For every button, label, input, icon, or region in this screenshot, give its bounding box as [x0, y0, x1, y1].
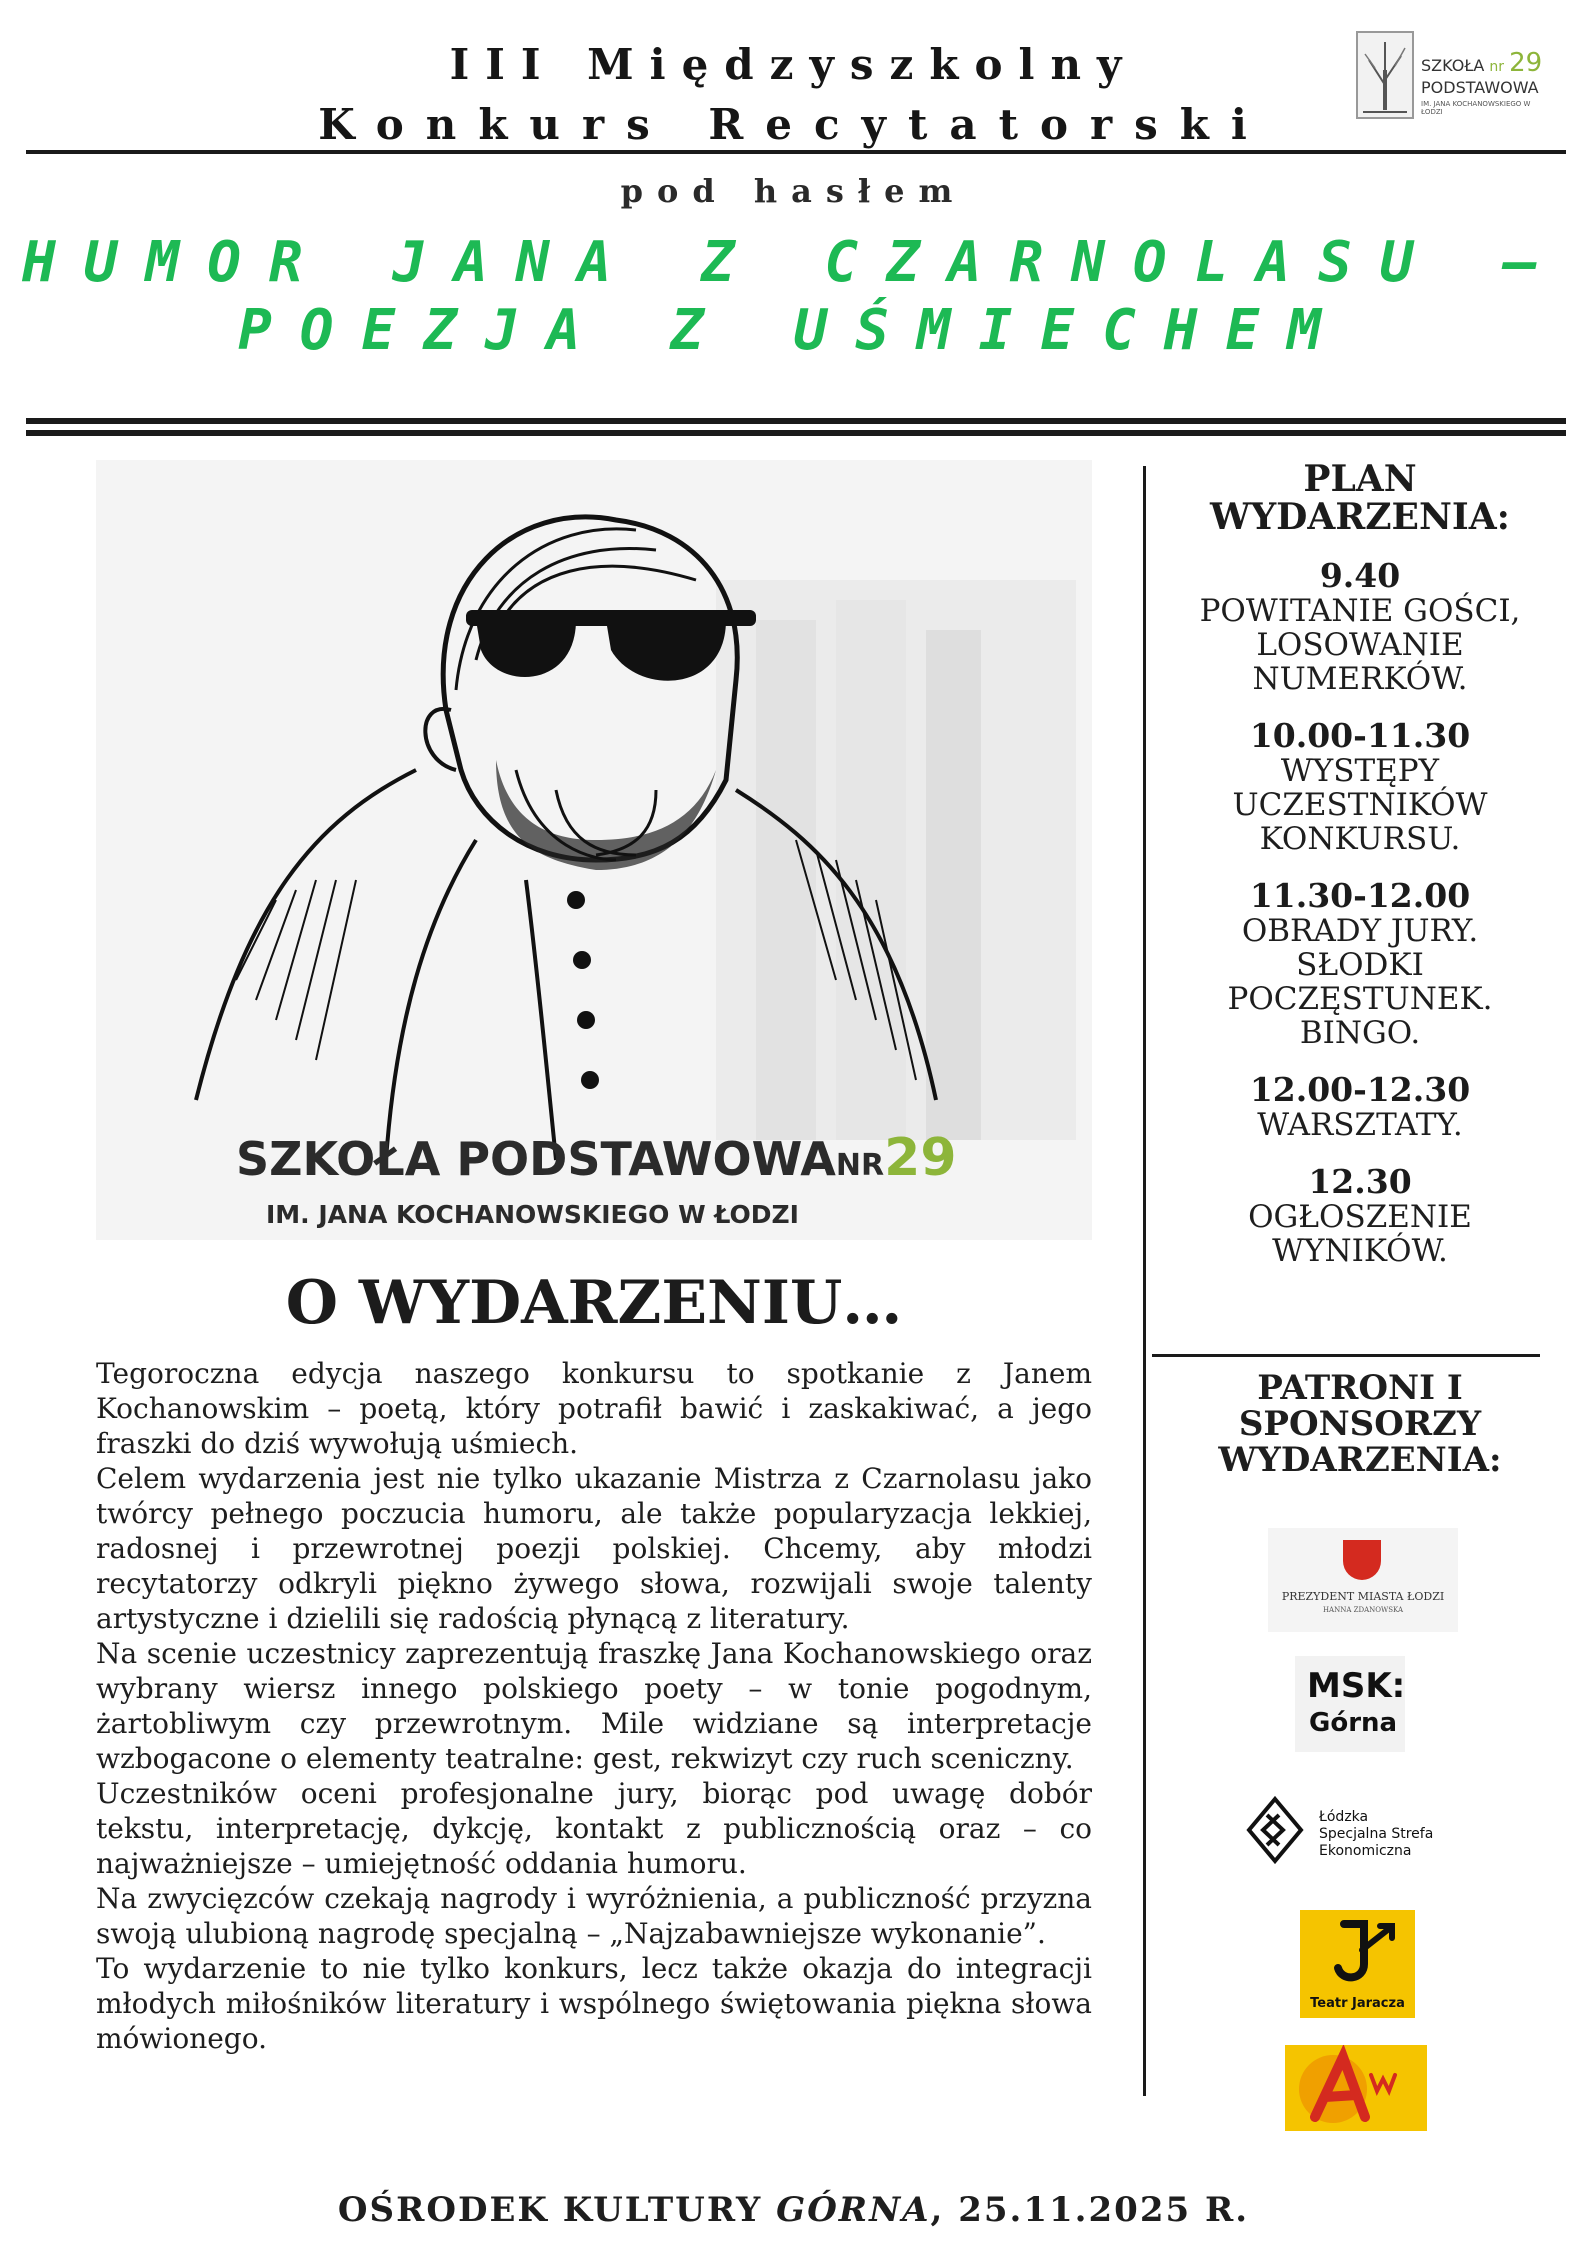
lodz-crest-icon: [1343, 1540, 1381, 1580]
sponsor-teatr-logo: [1300, 1910, 1415, 2018]
motto-line-1: HUMOR JANA Z CZARNOLASU –: [22, 230, 1565, 295]
sponsor-msk-logo: [1295, 1656, 1405, 1752]
plan-desc: WYSTĘPY: [1280, 753, 1440, 789]
sponsor-aw-logo: [1285, 2045, 1427, 2131]
plan-desc: WARSZTATY.: [1257, 1107, 1463, 1143]
portrait-subtitle: IM. JANA KOCHANOWSKIEGO W ŁODZI: [266, 1200, 799, 1229]
plan-time: 12.30: [1308, 1162, 1412, 1201]
msk-line2: Górna: [1309, 1708, 1398, 1738]
about-paragraph: To wydarzenie to nie tylko konkurs, lecz także okazja do integracji młodych miłośników literatury i wspólnego świętowania piękna słowa mówionego.: [96, 1952, 1092, 2055]
sponsors-heading: [1160, 1370, 1560, 1478]
poet-illustration-icon: [96, 460, 1092, 1240]
plan-heading-line2: WYDARZENIA:: [1210, 496, 1510, 538]
lsse-line3: Ekonomiczna: [1319, 1843, 1412, 1859]
about-paragraph: Tegoroczna edycja naszego konkursu to spotkanie z Janem Kochanowskim – poetą, który potrafił bawić i zaskakiwać, a jego fraszki do dziś wywołują uśmiech.: [96, 1357, 1092, 1460]
lsse-diamond-icon: [1245, 1795, 1305, 1865]
plan-desc: SŁODKI: [1296, 947, 1424, 983]
plan-time: 12.00-12.30: [1249, 1070, 1471, 1109]
plan-time: 10.00-11.30: [1249, 716, 1471, 755]
plan-desc: LOSOWANIE: [1256, 627, 1464, 663]
column-divider: [1143, 466, 1146, 2096]
event-plan: [1160, 460, 1560, 1268]
tree-icon: [1355, 30, 1415, 120]
header-divider-bottom-2: [26, 430, 1566, 436]
msk-line1: MSK:: [1307, 1666, 1406, 1706]
aw-logo-icon: [1285, 2045, 1427, 2131]
plan-desc: POCZĘSTUNEK.: [1227, 981, 1493, 1017]
plan-time: 11.30-12.00: [1249, 876, 1471, 915]
teatr-label: Teatr Jaracza: [1310, 1996, 1405, 2011]
title-line-2: Konkurs Recytatorski: [318, 100, 1269, 149]
school-logo-nr: nr: [1489, 59, 1504, 75]
header-divider-bottom-1: [26, 418, 1566, 424]
plan-desc: WYNIKÓW.: [1272, 1233, 1448, 1269]
sponsors-heading-line2: SPONSORZY: [1238, 1404, 1482, 1444]
prezydent-line2: HANNA ZDANOWSKA: [1322, 1606, 1404, 1614]
prezydent-line1: PREZYDENT MIASTA ŁODZI: [1281, 1590, 1445, 1603]
sponsors-heading-line1: PATRONI I: [1257, 1368, 1463, 1408]
plan-desc: NUMERKÓW.: [1252, 661, 1468, 697]
portrait-school-label: SZKOŁA PODSTAWOWA: [236, 1132, 836, 1186]
plan-desc: UCZESTNIKÓW: [1232, 787, 1488, 823]
school-logo: [1355, 30, 1545, 120]
plan-desc: OGŁOSZENIE: [1248, 1199, 1472, 1235]
plan-desc: BINGO.: [1299, 1015, 1421, 1051]
teatr-j-icon: [1300, 1910, 1415, 1990]
footer-date: , 25.11.2025 R.: [930, 2190, 1250, 2230]
footer-location: [0, 2190, 1587, 2230]
portrait-image: [96, 460, 1092, 1240]
about-body: [96, 1356, 1092, 2056]
motto-line-2: POEZJA Z UŚMIECHEM: [238, 298, 1349, 363]
plan-desc: KONKURSU.: [1259, 821, 1461, 857]
sponsor-lsse-logo: [1245, 1795, 1445, 1865]
portrait-school-name: [236, 1128, 957, 1188]
lsse-line2: Specjalna Strefa: [1319, 1826, 1434, 1842]
about-paragraph: Celem wydarzenia jest nie tylko ukazanie Mistrza z Czarnolasu jako twórcy pełnego poczucia humoru, ale także popularyzacja lekkiej, radosnej i przewrotnej poezji polskiej. Chcemy, aby młodzi recytatorzy odkryli piękno żywego słowa, rozwijali swoje talenty artystyczne i dzielili się radością płynącą z literatury.: [96, 1462, 1092, 1635]
plan-heading-line1: PLAN: [1303, 458, 1417, 500]
plan-time: 9.40: [1319, 556, 1401, 595]
school-logo-line1: SZKOŁA: [1421, 56, 1485, 75]
footer-prefix: OŚRODEK KULTURY: [337, 2190, 763, 2230]
sponsor-prezydent-logo: [1268, 1528, 1458, 1632]
about-paragraph: Na scenie uczestnicy zaprezentują fraszkę Jana Kochanowskiego oraz wybrany wiersz innego polskiego poety – w tonie pogodnym, żartobliwym czy przewrotnym. Mile widziane są interpretacje wzbogacone o elementy teatralne: gest, rekwizyt czy ruch sceniczny.: [96, 1637, 1092, 1775]
sponsors-heading-line3: WYDARZENIA:: [1218, 1440, 1502, 1480]
plan-desc: POWITANIE GOŚCI,: [1199, 593, 1521, 629]
sidebar-divider: [1152, 1354, 1540, 1357]
about-heading: O WYDARZENIU…: [285, 1268, 903, 1338]
subtitle: pod hasłem: [620, 172, 967, 210]
school-logo-number: 29: [1509, 48, 1543, 78]
portrait-nr: NR: [835, 1148, 885, 1183]
footer-place: GÓRNA: [776, 2190, 931, 2230]
title-line-1: III Międzyszkolny: [449, 40, 1138, 89]
header-divider-top: [26, 150, 1566, 154]
plan-desc: OBRADY JURY.: [1241, 913, 1479, 949]
about-paragraph: Uczestników oceni profesjonalne jury, biorąc pod uwagę dobór tekstu, interpretację, dykcję, kontakt z publicznością oraz – co najważniejsze – umiejętność oddania humoru.: [96, 1777, 1092, 1880]
school-logo-line2: PODSTAWOWA: [1421, 78, 1539, 97]
about-paragraph: Na zwycięzców czekają nagrody i wyróżnienia, a publiczność przyzna swoją ulubioną nagrodę specjalną – „Najzabawniejsze wykonanie”.: [96, 1882, 1092, 1950]
portrait-number: 29: [884, 1128, 957, 1188]
school-logo-line3: IM. JANA KOCHANOWSKIEGO W ŁODZI: [1421, 100, 1531, 116]
lsse-line1: Łódzka: [1319, 1809, 1369, 1825]
